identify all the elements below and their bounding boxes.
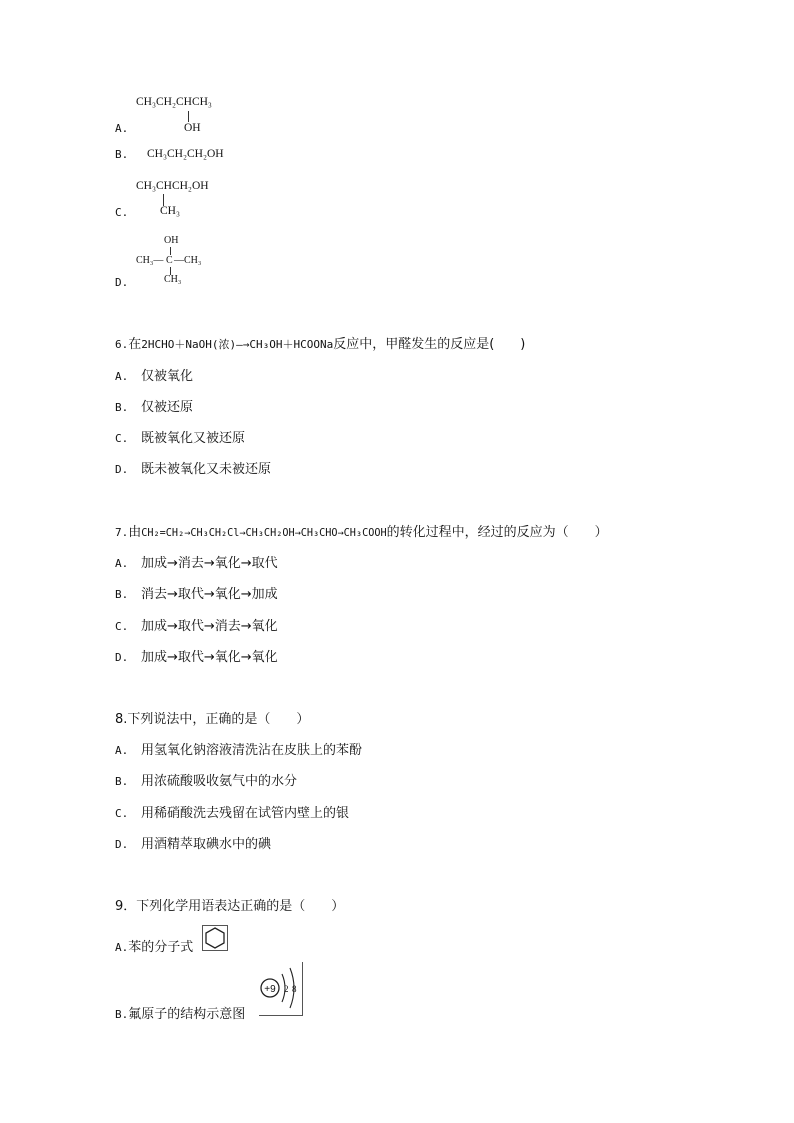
formula-top: OH xyxy=(164,235,179,246)
option-text: 用浓硫酸吸收氨气中的水分 xyxy=(141,774,298,789)
q7-option-d xyxy=(115,646,278,665)
option-text: 用氢氧化钠溶液清洗沾在皮肤上的苯酚 xyxy=(141,743,363,758)
formula-branch: CH₃ xyxy=(160,205,180,217)
option-letter: D. xyxy=(115,463,129,476)
option-letter: D. xyxy=(115,651,129,664)
formula-left: CH₃— xyxy=(136,255,164,266)
shell-2-count: 8 xyxy=(292,984,297,994)
stem-pre: 由 xyxy=(128,525,142,540)
reaction-equation: 2HCHO＋NaOH(浓)—→CH₃OH＋HCOONa xyxy=(141,338,334,351)
option-letter: A. xyxy=(115,941,129,954)
option-letter: A. xyxy=(115,122,129,135)
option-letter: D. xyxy=(115,276,129,289)
question-number: 6. xyxy=(115,338,129,351)
reaction-sequence: CH₂=CH₂→CH₃CH₂Cl→CH₃CH₂OH→CH₃CHO→CH₃COOH xyxy=(141,528,387,539)
q9-option-a xyxy=(115,936,193,955)
shell-1-count: 2 xyxy=(284,984,289,994)
option-text: 用酒精萃取碘水中的碘 xyxy=(141,837,272,852)
option-text: 仅被氧化 xyxy=(141,369,194,384)
option-letter: B. xyxy=(115,148,129,161)
option-letter: A. xyxy=(115,557,129,570)
q6-option-b xyxy=(115,396,193,415)
option-text: 仅被还原 xyxy=(141,400,194,415)
formula-branch: OH xyxy=(184,122,201,134)
q8-option-d xyxy=(115,833,271,852)
option-text: 加成→取代→氧化→氧化 xyxy=(141,650,278,665)
q8-stem: 8.下列说法中，正确的是（ ） xyxy=(115,712,310,727)
option-letter: C. xyxy=(115,620,129,633)
option-letter: B. xyxy=(115,1008,129,1021)
question-number: 7. xyxy=(115,526,129,539)
q8-option-b xyxy=(115,770,297,789)
option-letter: C. xyxy=(115,432,129,445)
nucleus-charge: +9 xyxy=(264,984,276,995)
fluorine-atom-structure-diagram xyxy=(259,962,305,1016)
q8-option-c xyxy=(115,802,349,821)
q7-option-a xyxy=(115,552,278,571)
option-text: 既被氧化又被还原 xyxy=(141,431,246,446)
q7-option-c xyxy=(115,615,278,634)
q6-stem xyxy=(115,333,525,352)
stem-post: 反应中，甲醛发生的反应是( ) xyxy=(333,337,526,352)
option-text: 既未被氧化又未被还原 xyxy=(141,462,272,477)
q6-option-d xyxy=(115,458,271,477)
formula-main: CH₃CH₂CHCH₃ xyxy=(136,96,212,108)
bond-line xyxy=(170,247,171,255)
option-letter: C. xyxy=(115,206,129,219)
formula-main: CH₃CHCH₂OH xyxy=(136,180,209,192)
q6-option-c xyxy=(115,427,245,446)
option-text: 用稀硝酸洗去残留在试管内壁上的银 xyxy=(141,806,350,821)
option-text: 苯的分子式 xyxy=(128,940,194,955)
option-letter: A. xyxy=(115,370,129,383)
formula-bottom: CH₃ xyxy=(164,274,182,285)
option-letter: B. xyxy=(115,401,129,414)
bond-line xyxy=(188,111,189,122)
formula-right: —CH₃ xyxy=(174,255,202,266)
q7-stem xyxy=(115,521,608,540)
q8-option-a xyxy=(115,739,362,758)
q9-option-b xyxy=(115,1003,245,1022)
option-letter: B. xyxy=(115,775,129,788)
benzene-ring-icon xyxy=(202,925,228,951)
option-text: 加成→取代→消去→氧化 xyxy=(141,619,278,634)
option-text: 加成→消去→氧化→取代 xyxy=(141,556,278,571)
option-letter: D. xyxy=(115,838,129,851)
stem-post: 的转化过程中，经过的反应为（ ） xyxy=(386,525,608,540)
option-letter: A. xyxy=(115,744,129,757)
option-text: 消去→取代→氧化→加成 xyxy=(141,587,278,602)
q7-option-b xyxy=(115,583,278,602)
q9-stem: 9．下列化学用语表达正确的是（ ） xyxy=(115,899,345,914)
formula-main: CH₃CH₂CH₂OH xyxy=(147,148,224,160)
option-text: 氟原子的结构示意图 xyxy=(128,1007,246,1022)
stem-pre: 在 xyxy=(128,337,142,352)
q6-option-a xyxy=(115,365,193,384)
option-letter: B. xyxy=(115,588,129,601)
option-letter: C. xyxy=(115,807,129,820)
formula-center: C xyxy=(166,255,173,266)
